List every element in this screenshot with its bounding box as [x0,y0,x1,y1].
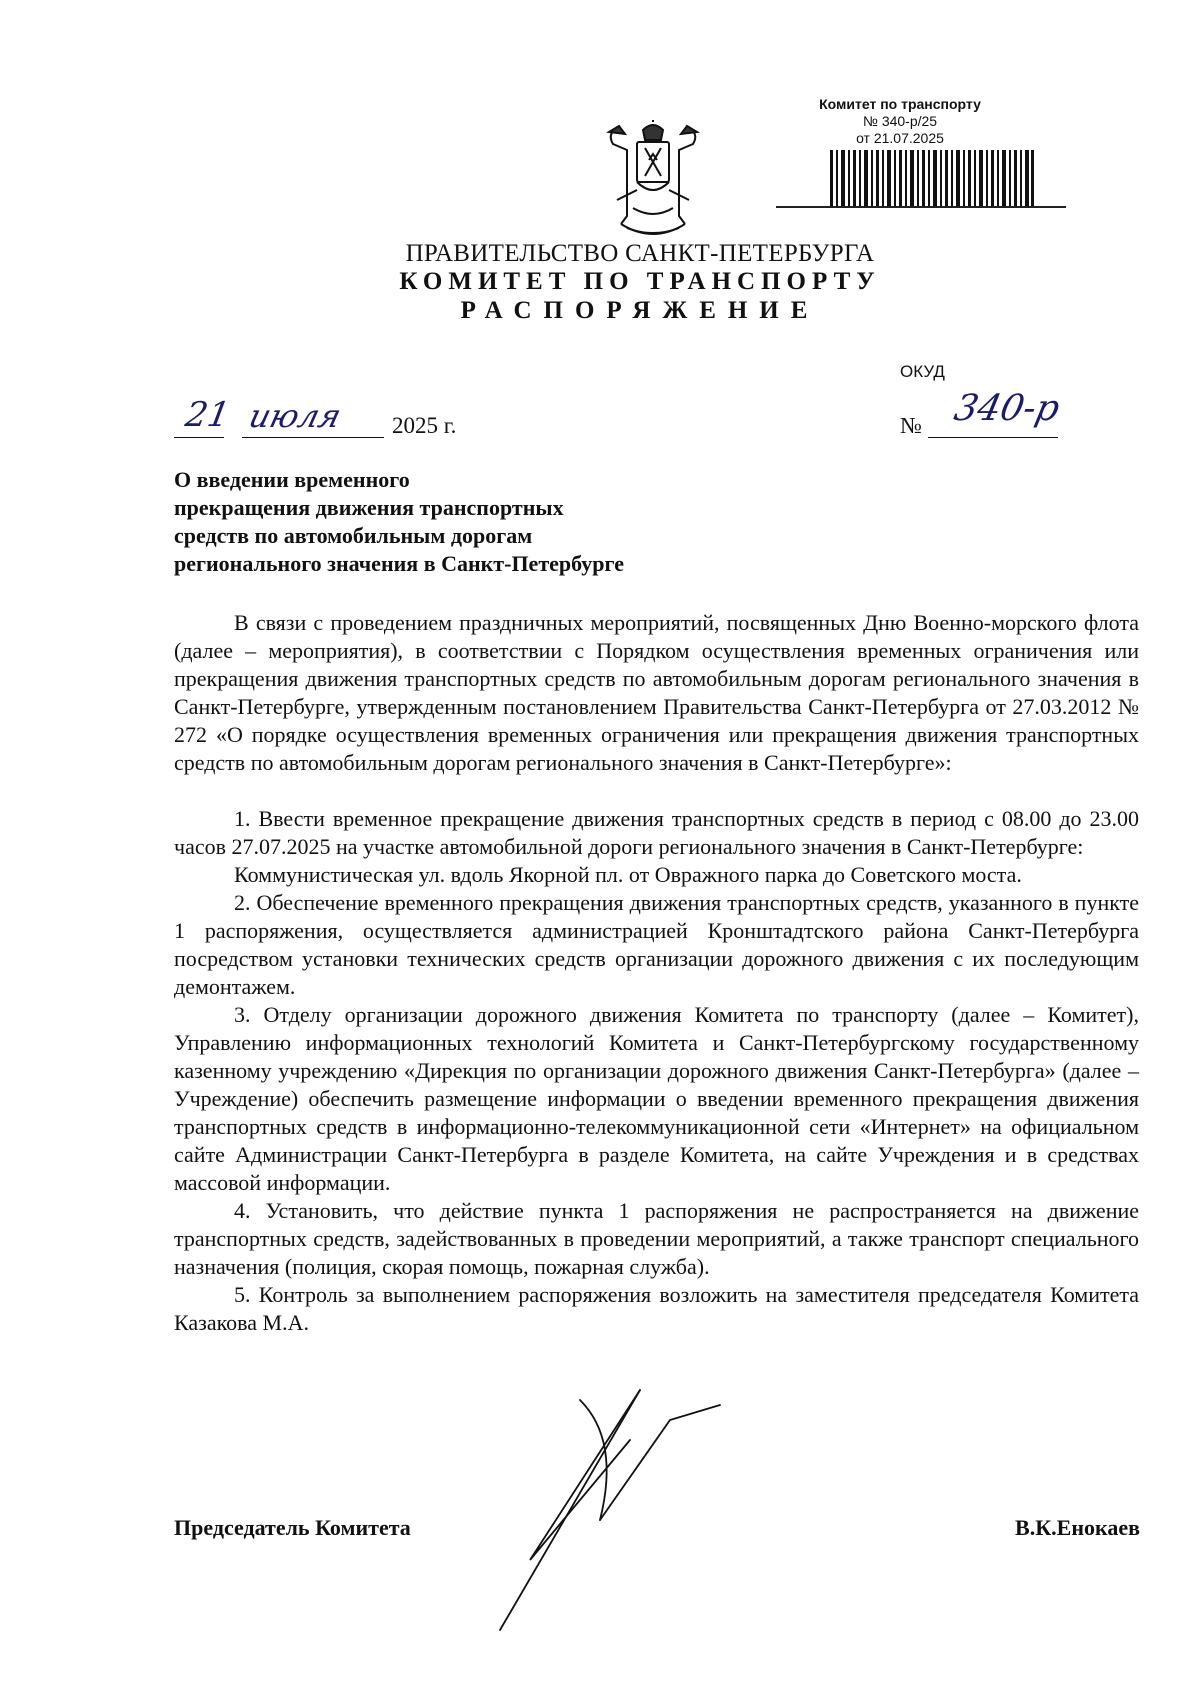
subject-line: О введении временного [174,467,410,492]
signatory-name: В.К.Енокаев [1015,1515,1140,1540]
handwritten-signature [490,1380,790,1640]
registration-stamp [785,96,1015,147]
barcode [830,150,1035,206]
preamble-paragraph: В связи с проведением праздничных мероприятий, посвященных Дню Военно-морского флота (далее – мероприятия), в соответствии с Порядком осуществления временных ограничения или прекращения движения транспортных средств по автомобильным дорогам регионального значения в Санкт-Петербурге, утвержденным постановлением Правительства Санкт-Петербурга от 27.03.2012 № 272 «О порядке осуществления временных ограничения или прекращения движения транспортных средств по автомобильным дорогам регионального значения в Санкт-Петербурге»: [174,610,1139,775]
okud-label: ОКУД [900,362,945,381]
signatory-position: Председатель Комитета [174,1515,411,1540]
date-year: 2025 г. [392,413,457,438]
number-label: № [900,413,922,438]
item-5-paragraph: 5. Контроль за выполнением распоряжения возложить на заместителя председателя Комитета Казакова М.А. [174,1282,1139,1335]
subject-line: средств по автомобильным дорогам [174,523,533,548]
document-body [174,609,1139,1337]
date-day-handwritten: 21 [182,395,233,435]
stamp-number: № 340-р/25 [862,113,938,129]
date-month-handwritten: июля [245,397,346,435]
item-2-paragraph: 2. Обеспечение временного прекращения движения транспортных средств, указанного в пункте 1 распоряжения, осуществляется администрацией Кронштадтского района Санкт-Петербурга посредством установки технических средств организации дорожного движения с их последующим демонтажем. [174,890,1139,999]
government-header: ПРАВИТЕЛЬСТВО САНКТ-ПЕТЕРБУРГА [405,240,875,267]
item-3-paragraph: 3. Отделу организации дорожного движения Комитета по транспорту (далее – Комитет), Управлению информационных технологий Комитета и Санкт-Петербургскому государственному казенному учреждению «Дирекция по организации дорожного движения Санкт-Петербурга» (далее – Учреждение) обеспечить размещение информации о введении временного прекращения движения транспортных средств в информационно-телекоммуникационной сети «Интернет» на официальном сайте Администрации Санкт-Петербурга в разделе Комитета, на сайте Учреждения и в средствах массовой информации. [174,1002,1139,1195]
date-day-underline [174,437,224,438]
subject-line: регионального значения в Санкт-Петербурге [174,551,624,576]
date-month-underline [242,437,384,438]
stamp-underline [776,206,1066,208]
item-1-paragraph: 1. Ввести временное прекращение движения транспортных средств в период с 08.00 до 23.00 часов 27.07.2025 на участке автомобильной дороги регионального значения в Санкт-Петербурге: [174,806,1139,859]
number-value-handwritten: 340-р [950,388,1064,429]
document-subject [174,466,734,578]
stamp-org: Комитет по транспорту [819,96,981,112]
coat-of-arms-emblem [597,120,709,244]
subject-line: прекращения движения транспортных [174,495,564,520]
item-4-paragraph: 4. Установить, что действие пункта 1 распоряжения не распространяется на движение транспортных средств, задействованных в проведении мероприятий, а также транспорт специального назначения (полиция, скорая помощь, пожарная служба). [174,1198,1139,1279]
item-1-street-paragraph: Коммунистическая ул. вдоль Якорной пл. от Овражного парка до Советского моста. [234,862,1022,887]
number-underline [928,437,1058,438]
committee-header: КОМИТЕТ ПО ТРАНСПОРТУ [399,268,881,295]
stamp-date: от 21.07.2025 [856,130,944,146]
document-type-header: РАСПОРЯЖЕНИЕ [460,297,820,324]
